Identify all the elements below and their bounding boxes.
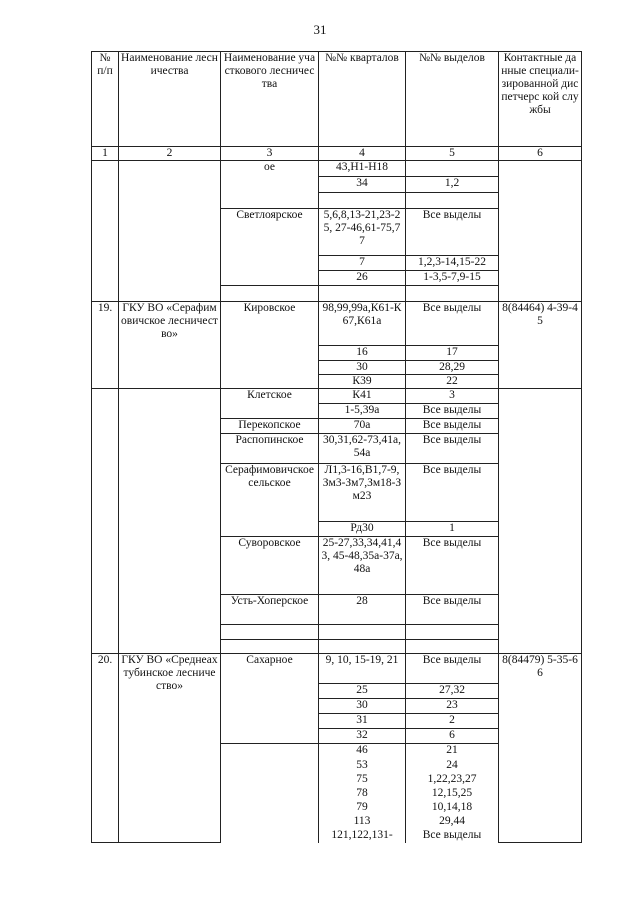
plots-cell: 1-3,5-7,9-15 bbox=[406, 271, 499, 286]
quarters-cell: 78 bbox=[319, 787, 406, 801]
plots-cell: Все выделы bbox=[406, 209, 499, 256]
cell-empty bbox=[92, 389, 119, 654]
district-ust-hoperskoe: Усть-Хоперское bbox=[221, 595, 319, 625]
plots-cell: 1,22,23,27 bbox=[406, 773, 499, 787]
plots-cell bbox=[406, 625, 499, 640]
header-district: Наименование участкового лесничества bbox=[221, 52, 319, 147]
quarters-cell: 25-27,33,34,41,43, 45-48,35а-37а,48а bbox=[319, 537, 406, 595]
header-num: № п/п bbox=[92, 52, 119, 147]
plots-cell: 1 bbox=[406, 522, 499, 537]
quarters-cell: 70а bbox=[319, 419, 406, 434]
district-serafimovichskoe: Серафимовичское сельское bbox=[221, 464, 319, 537]
plots-cell bbox=[406, 161, 499, 177]
plots-cell: Все выделы bbox=[406, 404, 499, 419]
quarters-cell: 43,Н1-Н18 bbox=[319, 161, 406, 177]
district-svetloyarskoe: Светлоярское bbox=[221, 209, 319, 286]
plots-cell: Все выделы bbox=[406, 654, 499, 684]
col-number: 3 bbox=[221, 147, 319, 161]
quarters-cell: 25 bbox=[319, 684, 406, 699]
col-number: 1 bbox=[92, 147, 119, 161]
forestry-name-19: ГКУ ВО «Серафимовичское лесничество» bbox=[119, 302, 221, 389]
quarters-cell: 75 bbox=[319, 773, 406, 787]
district-saharnoe: Сахарное bbox=[221, 654, 319, 744]
plots-cell: Все выделы bbox=[406, 829, 499, 843]
plots-cell: Все выделы bbox=[406, 595, 499, 625]
district-empty bbox=[221, 286, 319, 302]
quarters-cell: 28 bbox=[319, 595, 406, 625]
quarters-cell: 31 bbox=[319, 714, 406, 729]
quarters-cell: К39 bbox=[319, 375, 406, 389]
quarters-cell: К41 bbox=[319, 389, 406, 404]
plots-cell: 21 bbox=[406, 744, 499, 759]
quarters-cell: 9, 10, 15-19, 21 bbox=[319, 654, 406, 684]
spacer-cell bbox=[406, 640, 499, 654]
plots-cell: 29,44 bbox=[406, 815, 499, 829]
quarters-cell: 121,122,131- bbox=[319, 829, 406, 843]
quarters-cell: 26 bbox=[319, 271, 406, 286]
plots-cell: 2 bbox=[406, 714, 499, 729]
quarters-cell: 113 bbox=[319, 815, 406, 829]
quarters-cell: Л1,3-16,В1,7-9, Зм3-Зм7,Зм18-Зм23 bbox=[319, 464, 406, 522]
district-cont: ое bbox=[221, 161, 319, 209]
plots-cell bbox=[406, 286, 499, 302]
plots-cell: 24 bbox=[406, 759, 499, 773]
cell-empty bbox=[499, 161, 582, 302]
col-number: 2 bbox=[119, 147, 221, 161]
district-perekopskoe: Перекопское bbox=[221, 419, 319, 434]
plots-cell: Все выделы bbox=[406, 537, 499, 595]
quarters-cell bbox=[319, 625, 406, 640]
quarters-cell bbox=[319, 286, 406, 302]
plots-cell: Все выделы bbox=[406, 419, 499, 434]
plots-cell: Все выделы bbox=[406, 302, 499, 346]
header-forestry: Наименование лесничества bbox=[119, 52, 221, 147]
col-number: 4 bbox=[319, 147, 406, 161]
cell-empty bbox=[499, 389, 582, 654]
contact-20: 8(84479) 5-35-66 bbox=[499, 654, 582, 843]
plots-cell: Все выделы bbox=[406, 434, 499, 464]
forestry-name-20: ГКУ ВО «Среднеахтубинское лесничество» bbox=[119, 654, 221, 843]
spacer-cell bbox=[221, 640, 319, 654]
spacer-cell bbox=[319, 640, 406, 654]
district-raspopinskoe: Распопинское bbox=[221, 434, 319, 464]
quarters-cell: 79 bbox=[319, 801, 406, 815]
quarters-cell: 7 bbox=[319, 256, 406, 271]
header-contacts: Контактные данные специали-зированной диспетчерс кой службы bbox=[499, 52, 582, 147]
row-number-20: 20. bbox=[92, 654, 119, 843]
plots-cell: 22 bbox=[406, 375, 499, 389]
forestry-table bbox=[91, 51, 582, 843]
col-number: 6 bbox=[499, 147, 582, 161]
quarters-cell: 32 bbox=[319, 729, 406, 744]
plots-cell: Все выделы bbox=[406, 464, 499, 522]
quarters-cell: 5,6,8,13-21,23-25, 27-46,61-75,77 bbox=[319, 209, 406, 256]
quarters-cell: 46 bbox=[319, 744, 406, 759]
cell-empty bbox=[119, 161, 221, 302]
cell-empty bbox=[119, 389, 221, 654]
quarters-cell: 53 bbox=[319, 759, 406, 773]
quarters-cell: 98,99,99а,К61-К67,К61а bbox=[319, 302, 406, 346]
plots-cell: 10,14,18 bbox=[406, 801, 499, 815]
quarters-cell: 30 bbox=[319, 699, 406, 714]
district-empty bbox=[221, 744, 319, 843]
quarters-cell: 34 bbox=[319, 177, 406, 193]
district-suvorovskoe: Суворовское bbox=[221, 537, 319, 595]
col-number: 5 bbox=[406, 147, 499, 161]
plots-cell bbox=[406, 193, 499, 209]
plots-cell: 6 bbox=[406, 729, 499, 744]
quarters-cell: 30 bbox=[319, 361, 406, 375]
plots-cell: 27,32 bbox=[406, 684, 499, 699]
district-empty bbox=[221, 625, 319, 640]
quarters-cell: 30,31,62-73,41а,54а bbox=[319, 434, 406, 464]
plots-cell: 17 bbox=[406, 346, 499, 361]
district-kirovskoe: Кировское bbox=[221, 302, 319, 389]
plots-cell: 23 bbox=[406, 699, 499, 714]
row-number-19: 19. bbox=[92, 302, 119, 389]
quarters-cell bbox=[319, 193, 406, 209]
contact-19: 8(84464) 4-39-45 bbox=[499, 302, 582, 389]
header-quarters: №№ кварталов bbox=[319, 52, 406, 147]
plots-cell: 12,15,25 bbox=[406, 787, 499, 801]
quarters-cell: 1-5,39а bbox=[319, 404, 406, 419]
quarters-cell: Рд30 bbox=[319, 522, 406, 537]
plots-cell: 3 bbox=[406, 389, 499, 404]
plots-cell: 28,29 bbox=[406, 361, 499, 375]
plots-cell: 1,2,3-14,15-22 bbox=[406, 256, 499, 271]
cell-empty bbox=[92, 161, 119, 302]
page-number: 31 bbox=[313, 22, 327, 37]
district-kletskoe: Клетское bbox=[221, 389, 319, 419]
plots-cell: 1,2 bbox=[406, 177, 499, 193]
quarters-cell: 16 bbox=[319, 346, 406, 361]
header-plots: №№ выделов bbox=[406, 52, 499, 147]
